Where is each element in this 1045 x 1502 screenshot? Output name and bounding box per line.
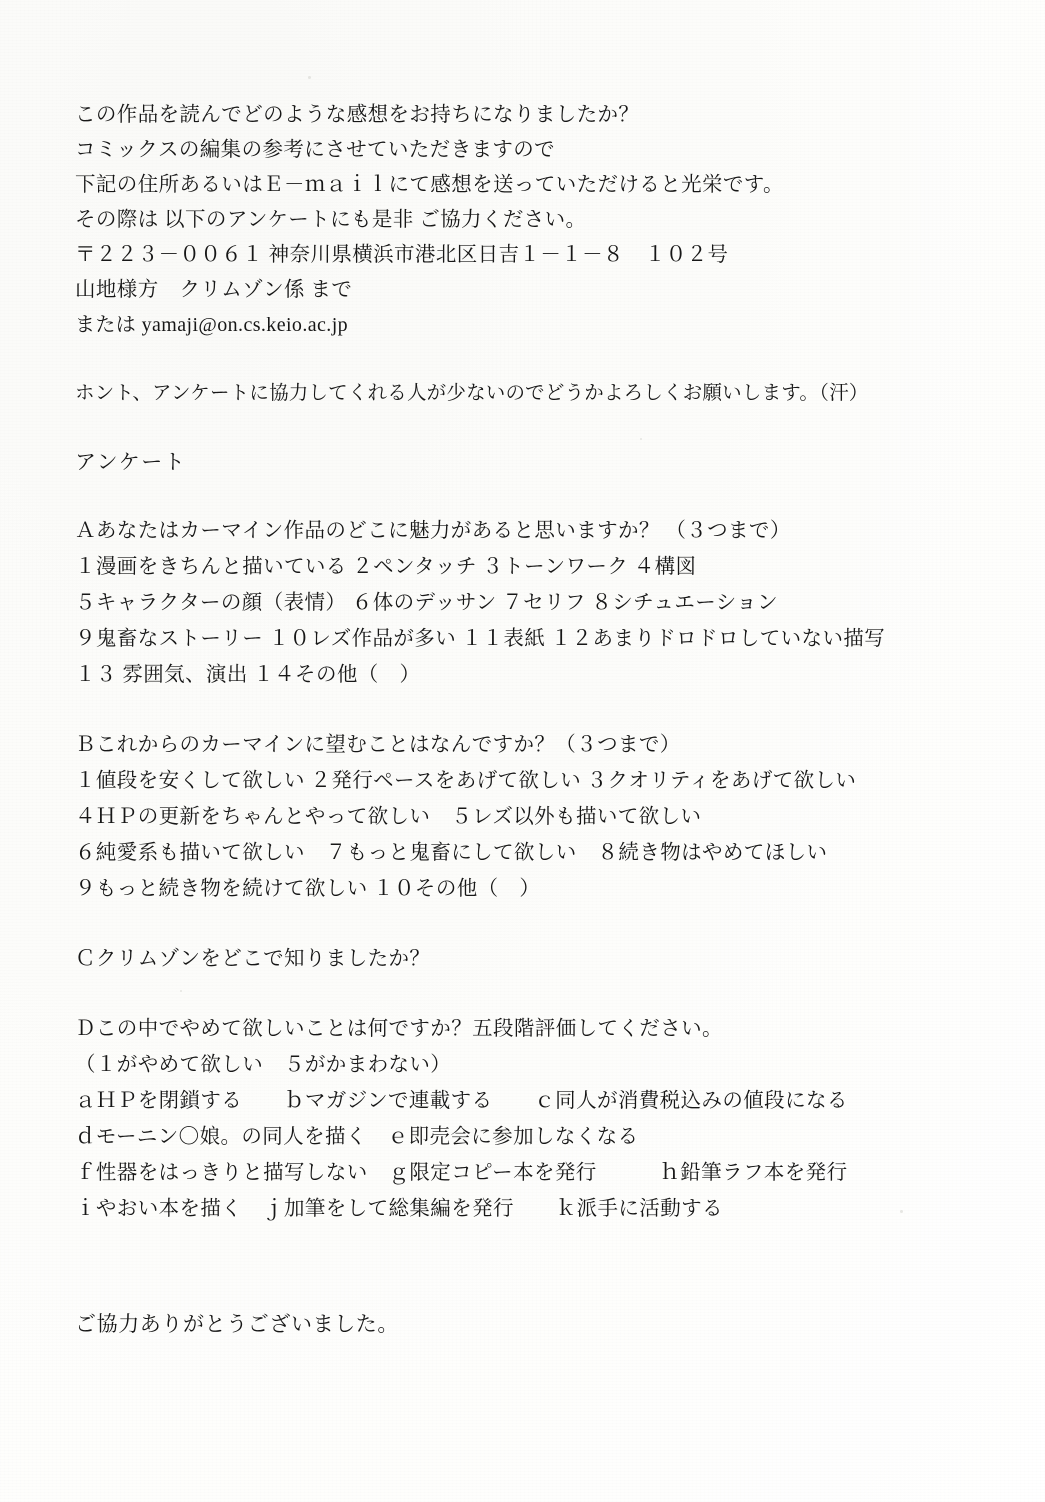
question-d-option-line: ｆ性器をはっきりと描写しない ｇ限定コピー本を発行 ｈ鉛筆ラフ本を発行 xyxy=(75,1162,848,1184)
question-b xyxy=(75,727,985,907)
intro-line: その際は 以下のアンケートにも是非 ご協力ください。 xyxy=(75,209,587,231)
survey-heading: アンケート xyxy=(75,450,187,474)
spacer xyxy=(75,977,985,1011)
question-d-prompt: Ｄこの中でやめて欲しいことは何ですか？五段階評価してください。 xyxy=(75,1018,723,1040)
question-b-option-line: １値段を安くして欲しい ２発行ペースをあげて欲しい ３クオリティをあげて欲しい xyxy=(75,770,857,792)
question-c-prompt: Ｃクリムゾンをどこで知りましたか？ xyxy=(75,948,431,970)
question-d-option-line: ａＨＰを閉鎖する ｂマガジンで連載する ｃ同人が消費税込みの値段になる xyxy=(75,1090,848,1112)
question-d-option-line: ｄモーニン〇娘。の同人を描く ｅ即売会に参加しなくなる xyxy=(75,1126,639,1148)
spacer xyxy=(75,411,985,445)
question-d-scale-note: （１がやめて欲しい ５がかまわない） xyxy=(75,1054,452,1076)
spacer xyxy=(75,479,985,513)
question-c xyxy=(75,941,985,977)
request-note: ホント、アンケートに協力してくれる人が少ないのでどうかよろしくお願いします。（汗） xyxy=(75,383,869,404)
question-a-option-line: １漫画をきちんと描いている ２ペンタッチ ３トーンワーク ４構図 xyxy=(75,556,697,578)
intro-line: コミックスの編集の参考にさせていただきますので xyxy=(75,139,556,161)
question-a-option-line: ９鬼畜なストーリー １０レズ作品が多い １１表紙 １２あまりドロドロしていない描写 xyxy=(75,628,886,650)
question-a-option-line: １３ 雰囲気、演出 １４その他（ ） xyxy=(75,664,421,686)
spacer xyxy=(75,1289,985,1307)
question-b-option-line: ６純愛系も描いて欲しい ７もっと鬼畜にして欲しい ８続き物はやめてほしい xyxy=(75,842,828,864)
intro-line: 下記の住所あるいはＥ－ｍａｉｌにて感想を送っていただけると光栄です。 xyxy=(75,174,784,196)
question-b-option-line: ９もっと続き物を続けて欲しい １０その他（ ） xyxy=(75,878,541,900)
postal-address-line: 〒２２３－００６１ 神奈川県横浜市港北区日吉１－１－８ １０２号 xyxy=(75,244,729,266)
spacer xyxy=(75,907,985,941)
question-d-option-line: ｉやおい本を描く ｊ加筆をして総集編を発行 ｋ派手に活動する xyxy=(75,1198,723,1220)
scan-speck xyxy=(308,76,311,79)
question-a-prompt: Ａあなたはカーマイン作品のどこに魅力があると思いますか？ （３つまで） xyxy=(75,520,791,542)
spacer xyxy=(75,343,985,377)
question-b-option-line: ４ＨＰの更新をちゃんとやって欲しい ５レズ以外も描いて欲しい xyxy=(75,806,702,828)
email-line: または yamaji@on.cs.keio.ac.jp xyxy=(75,314,349,336)
intro-line: この作品を読んでどのような感想をお持ちになりましたか？ xyxy=(75,104,640,126)
spacer xyxy=(75,1227,985,1289)
question-a-option-line: ５キャラクターの顔（表情） ６体のデッサン ７セリフ ８シチュエーション xyxy=(75,592,778,614)
spacer xyxy=(75,693,985,727)
closing-line: ご協力ありがとうございました。 xyxy=(75,1312,399,1336)
document-body xyxy=(75,98,985,1341)
intro-paragraph xyxy=(75,98,985,343)
recipient-line: 山地様方 クリムゾン係 まで xyxy=(75,279,353,301)
question-d xyxy=(75,1011,985,1227)
question-a xyxy=(75,513,985,693)
question-b-prompt: Ｂこれからのカーマインに望むことはなんですか？（３つまで） xyxy=(75,734,681,756)
